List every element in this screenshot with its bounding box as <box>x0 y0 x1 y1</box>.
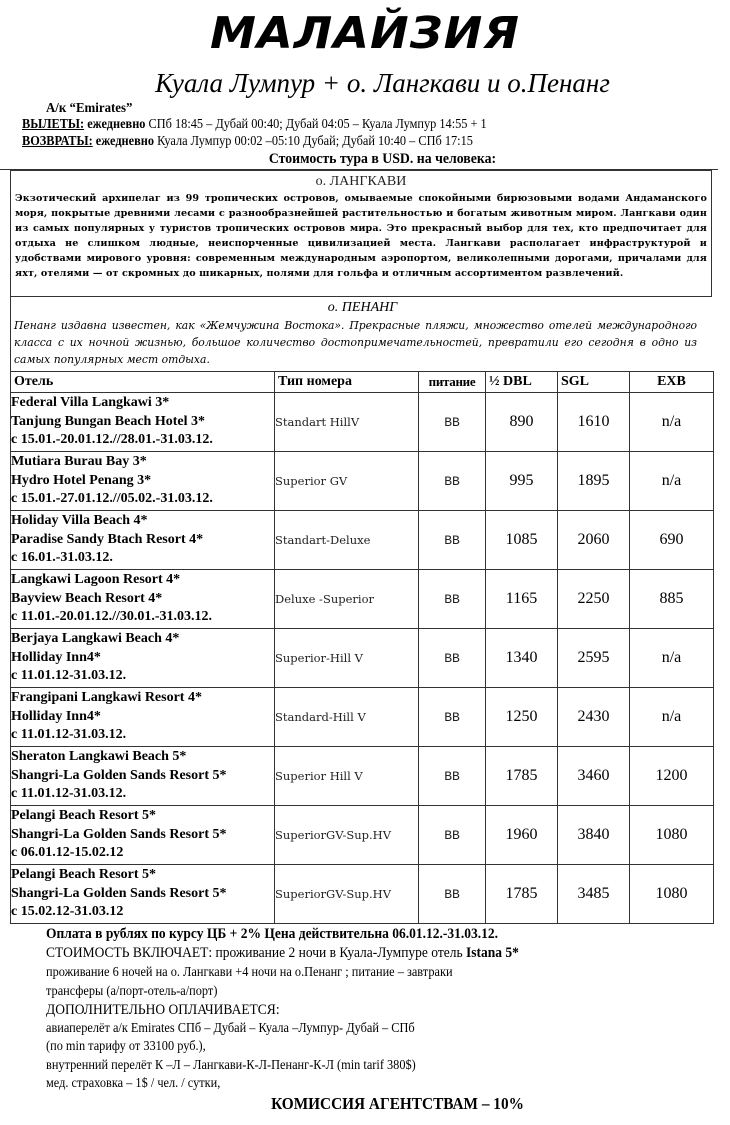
meal-cell: BB <box>419 629 486 688</box>
includes-line-3: трансферы (а/порт-отель-а/порт) <box>46 984 218 999</box>
agency-commission: КОМИССИЯ АГЕНТСТВАМ – 10% <box>271 1094 524 1113</box>
departures-schedule: СПб 18:45 – Дубай 00:40; Дубай 04:05 – Куала Лумпур 14:55 + 1 <box>145 117 487 132</box>
table-row <box>11 511 714 570</box>
returns-schedule: Куала Лумпур 00:02 –05:10 Дубай; Дубай 10:40 – СПб 17:15 <box>154 134 473 149</box>
hotel-dates: с 15.01.-27.01.12.//05.02.-31.03.12. <box>11 491 213 507</box>
meal-cell: BB <box>419 570 486 629</box>
exb-price: n/a <box>630 393 714 452</box>
hotel-name-1: Sheraton Langkawi Beach 5* <box>11 749 187 765</box>
hotel-name-1: Federal Villa Langkawi 3* <box>11 395 170 411</box>
exb-price: 1200 <box>630 747 714 806</box>
hotel-dates: с 06.01.12-15.02.12 <box>11 845 124 861</box>
hotel-dates: с 15.02.12-31.03.12 <box>11 904 124 920</box>
hotel-dates: с 11.01.12-31.03.12. <box>11 786 127 802</box>
sgl-price: 2595 <box>558 629 630 688</box>
meal-cell: BB <box>419 452 486 511</box>
sgl-price: 2250 <box>558 570 630 629</box>
col-hotel: Отель <box>11 372 275 393</box>
hotel-name-1: Holiday Villa Beach 4* <box>11 513 148 529</box>
hotel-cell <box>11 747 275 806</box>
hotel-name-2: Tanjung Bungan Beach Hotel 3* <box>11 413 205 429</box>
langkawi-description: Экзотический архипелаг из 99 тропических островов, омываемые спокойными бирюзовыми водами Андаманского моря, покрытые древними лесами с разнообразнейшей растительностью и богатым животным миром. Лангкави один из самых популярных у туристов тропических островов мира. Это прекрасный выбор для тех, кто предпочитает для отдыха не слишком людные, неиспорченные цивилизацией места. Лангкави располагает инфраструктурой и удобствами мирового уровня: современным международным аэропортом, великолепными дорогами, причалами для яхт, отелями — от скромных до шикарных, полями для гольфа и отличным ассортиментом развлечений. <box>15 193 707 280</box>
returns-frequency: ежедневно <box>92 134 155 149</box>
sgl-price: 1895 <box>558 452 630 511</box>
room-type-cell: Deluxe -Superior <box>275 570 419 629</box>
sgl-price: 3485 <box>558 865 630 924</box>
penang-section <box>10 297 713 372</box>
table-row <box>11 865 714 924</box>
table-row <box>11 629 714 688</box>
exb-price: n/a <box>630 688 714 747</box>
tour-subtitle: Куала Лумпур + о. Лангкави и о.Пенанг <box>155 68 610 98</box>
extra-label: ДОПОЛНИТЕЛЬНО ОПЛАЧИВАЕТСЯ: <box>46 1002 280 1018</box>
includes-line-2: проживание 6 ночей на о. Лангкави +4 ночи на о.Пенанг ; питание – завтраки <box>46 965 453 980</box>
room-type-cell: SuperiorGV-Sup.HV <box>275 806 419 865</box>
price-title: Стоимость тура в USD. на человека: <box>268 151 497 167</box>
includes-line <box>46 944 519 963</box>
half-dbl-price: 1785 <box>486 865 558 924</box>
hotel-cell <box>11 688 275 747</box>
hotel-dates: с 11.01.-20.01.12.//30.01.-31.03.12. <box>11 609 213 625</box>
hotel-name-1: Langkawi Lagoon Resort 4* <box>11 572 181 588</box>
extra-line: авиаперелёт а/к Emirates СПб – Дубай – Куала –Лумпур- Дубай – СПб <box>46 1021 415 1036</box>
sgl-price: 2060 <box>558 511 630 570</box>
hotel-dates: с 11.01.12-31.03.12. <box>11 727 127 743</box>
extra-line: (по min тарифу от 33100 руб.), <box>46 1039 206 1054</box>
room-type-cell: Standard-Hill V <box>275 688 419 747</box>
room-type-cell: Superior-Hill V <box>275 629 419 688</box>
hotel-name-2: Holliday Inn4* <box>11 649 101 665</box>
hotel-name-2: Bayview Beach Resort 4* <box>11 590 163 606</box>
sgl-price: 1610 <box>558 393 630 452</box>
hotel-name-2: Shangri-La Golden Sands Resort 5* <box>11 767 227 783</box>
exb-price: 690 <box>630 511 714 570</box>
room-type-cell: Standart-Deluxe <box>275 511 419 570</box>
sgl-price: 3840 <box>558 806 630 865</box>
hotel-name-1: Pelangi Beach Resort 5* <box>11 867 157 883</box>
half-dbl-price: 1250 <box>486 688 558 747</box>
sgl-price: 3460 <box>558 747 630 806</box>
includes-hotel: Istana 5* <box>466 945 519 961</box>
airline-label: А/к “Emirates” <box>46 101 133 116</box>
hotel-dates: с 16.01.-31.03.12. <box>11 550 113 566</box>
table-header-row <box>11 372 714 393</box>
hotel-cell <box>11 570 275 629</box>
includes-text: : проживание 2 ночи в Куала-Лумпуре отель <box>208 945 467 961</box>
meal-cell: BB <box>419 511 486 570</box>
table-row <box>11 393 714 452</box>
hotel-name-1: Berjaya Langkawi Beach 4* <box>11 631 180 647</box>
hotel-name-2: Shangri-La Golden Sands Resort 5* <box>11 885 227 901</box>
col-meal: питание <box>419 372 486 393</box>
half-dbl-price: 1340 <box>486 629 558 688</box>
exb-price: n/a <box>630 629 714 688</box>
penang-description: Пенанг издавна известен, как «Жемчужина Востока». Прекрасные пляжи, множество отелей международного класса с их ночной жизнью, большое количество достопримечательностей, превратили его сегодня в одно из самых популярных мест отдыха. <box>14 319 698 366</box>
table-row <box>11 747 714 806</box>
hotel-name-2: Shangri-La Golden Sands Resort 5* <box>11 826 227 842</box>
table-row <box>11 452 714 511</box>
langkawi-section <box>10 170 712 297</box>
returns-label: ВОЗВРАТЫ: <box>22 134 93 149</box>
hotel-name-1: Pelangi Beach Resort 5* <box>11 808 157 824</box>
hotel-cell <box>11 806 275 865</box>
meal-cell: BB <box>419 688 486 747</box>
room-type-cell: Superior Hill V <box>275 747 419 806</box>
col-room-type: Тип номера <box>275 372 419 393</box>
extra-line: внутренний перелёт К –Л – Лангкави-К-Л-Пенанг-К-Л (min tarif 380$) <box>46 1058 416 1073</box>
returns-line <box>22 133 473 151</box>
room-type-cell: Superior GV <box>275 452 419 511</box>
langkawi-heading: о. ЛАНГКАВИ <box>315 174 407 189</box>
departures-frequency: ежедневно <box>87 117 146 132</box>
hotel-cell <box>11 393 275 452</box>
meal-cell: BB <box>419 865 486 924</box>
hotel-name-1: Frangipani Langkawi Resort 4* <box>11 690 202 706</box>
hotel-cell <box>11 452 275 511</box>
sgl-price: 2430 <box>558 688 630 747</box>
room-type-cell: SuperiorGV-Sup.HV <box>275 865 419 924</box>
hotel-cell <box>11 629 275 688</box>
room-type-cell: Standart HillV <box>275 393 419 452</box>
hotel-name-2: Holliday Inn4* <box>11 708 101 724</box>
exb-price: 1080 <box>630 865 714 924</box>
departures-line <box>22 116 487 134</box>
half-dbl-price: 995 <box>486 452 558 511</box>
table-row <box>11 806 714 865</box>
exb-price: 885 <box>630 570 714 629</box>
meal-cell: BB <box>419 393 486 452</box>
half-dbl-price: 890 <box>486 393 558 452</box>
hotel-name-2: Paradise Sandy Btach Resort 4* <box>11 531 204 547</box>
penang-heading: о. ПЕНАНГ <box>327 300 398 315</box>
page-title: МАЛАЙЗИЯ <box>209 8 520 59</box>
extra-line: мед. страховка – 1$ / чел. / сутки, <box>46 1076 221 1091</box>
col-sgl: SGL <box>558 372 630 393</box>
departures-label: ВЫЛЕТЫ: <box>22 117 85 132</box>
table-row <box>11 570 714 629</box>
exb-price: n/a <box>630 452 714 511</box>
col-half-dbl: ½ DBL <box>486 372 558 393</box>
half-dbl-price: 1960 <box>486 806 558 865</box>
hotel-name-2: Hydro Hotel Penang 3* <box>11 472 152 488</box>
includes-label: СТОИМОСТЬ ВКЛЮЧАЕТ <box>46 945 209 961</box>
meal-cell: BB <box>419 806 486 865</box>
half-dbl-price: 1785 <box>486 747 558 806</box>
hotel-dates: с 15.01.-20.01.12.//28.01.-31.03.12. <box>11 432 213 448</box>
hotel-cell <box>11 511 275 570</box>
payment-note: Оплата в рублях по курсу ЦБ + 2% Цена действительна 06.01.12.-31.03.12. <box>46 926 499 942</box>
exb-price: 1080 <box>630 806 714 865</box>
table-row <box>11 688 714 747</box>
hotel-dates: с 11.01.12-31.03.12. <box>11 668 127 684</box>
hotel-name-1: Mutiara Burau Bay 3* <box>11 454 147 470</box>
tour-price-table <box>10 371 714 924</box>
col-exb: EXB <box>630 372 714 393</box>
hotel-cell <box>11 865 275 924</box>
half-dbl-price: 1085 <box>486 511 558 570</box>
meal-cell: BB <box>419 747 486 806</box>
half-dbl-price: 1165 <box>486 570 558 629</box>
